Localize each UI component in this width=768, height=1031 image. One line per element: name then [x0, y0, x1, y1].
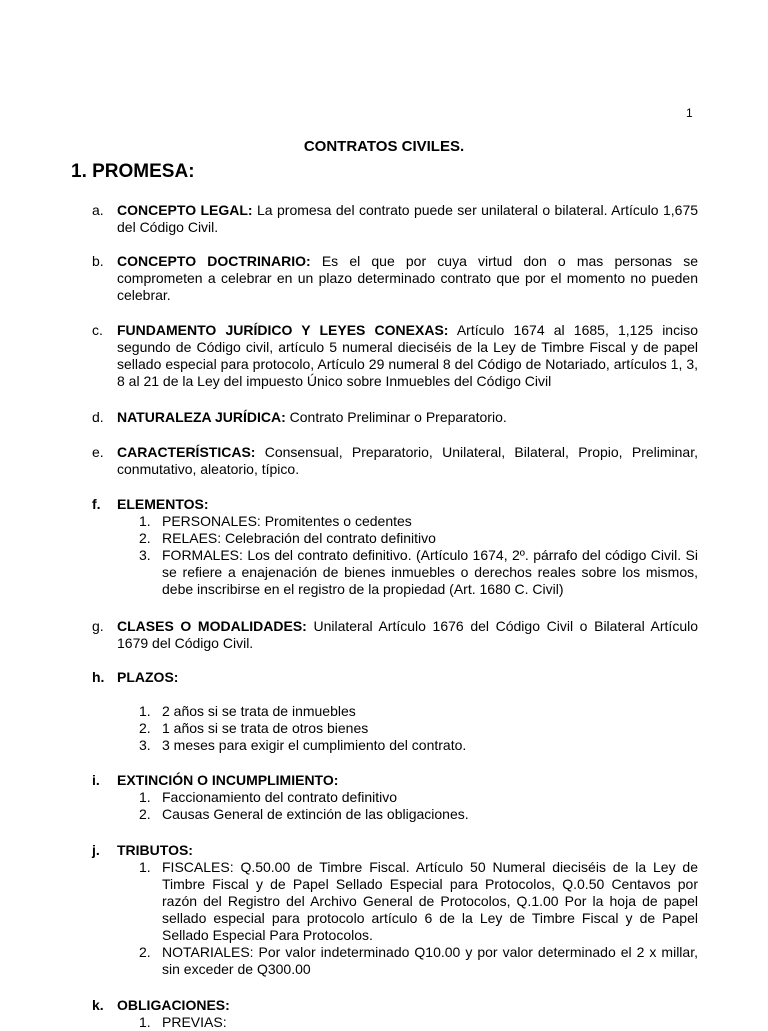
- item-marker: d.: [92, 409, 104, 425]
- sub-item-text: 1 años si se trata de otros bienes: [162, 720, 369, 736]
- list-item: [92, 669, 698, 754]
- list-item: [92, 842, 698, 978]
- sub-item: [117, 859, 698, 944]
- item-label: CONCEPTO DOCTRINARIO:: [117, 253, 311, 269]
- list-item: [92, 997, 698, 1031]
- sub-item-number: 2.: [139, 720, 151, 736]
- item-text: Contrato Preliminar o Preparatorio.: [285, 409, 507, 425]
- item-text: La promesa del contrato puede ser unilateral o bilateral. Artículo 1,675 del Código Civil.: [117, 202, 699, 235]
- sub-item-text: Causas General de extinción de las obligaciones.: [162, 806, 469, 822]
- item-label: PLAZOS:: [117, 669, 179, 685]
- sub-item-text: NOTARIALES: Por valor indeterminado Q10.00 y por valor determinado el 2 x millar, sin exceder de Q300.00: [162, 944, 698, 977]
- list-item: [92, 496, 698, 598]
- sub-item: [117, 720, 698, 737]
- sub-item-text: FORMALES: Los del contrato definitivo. (Artículo 1674, 2º. párrafo del código Civil. Si se refiere a enajenación de bienes inmuebles o derechos reales sobre los mismos, debe inscribirse en el registro de la propiedad (Art. 1680 C. Civil): [162, 547, 698, 597]
- item-marker: i.: [92, 772, 100, 788]
- sub-item-text: 3 meses para exigir el cumplimiento del contrato.: [162, 737, 467, 753]
- sub-item-number: 3.: [139, 547, 151, 563]
- sub-item-number: 1.: [139, 1014, 151, 1030]
- sub-item-text: FISCALES: Q.50.00 de Timbre Fiscal. Artículo 50 Numeral dieciséis de la Ley de Timbre Fiscal y de Papel Sellado Especial para Protocolos, Q.0.50 Centavos por razón del Registro del Archivo General de Protocolos, Q.1.00 Por la hoja de papel sellado especial para protocolo artículo 6 de la Ley de Timbre Fiscal y de Papel Sellado Especial Para Protocolos.: [162, 859, 698, 943]
- sub-item: [117, 944, 698, 978]
- item-label: CARACTERÍSTICAS:: [117, 444, 256, 460]
- sub-item: [117, 806, 698, 823]
- page-number: 1: [686, 106, 693, 120]
- sub-item-number: 2.: [139, 530, 151, 546]
- list-item: [92, 253, 698, 304]
- item-label: CLASES O MODALIDADES:: [117, 618, 307, 634]
- item-marker: a.: [92, 202, 104, 218]
- sub-item-number: 2.: [139, 944, 151, 960]
- sub-item: [117, 547, 698, 598]
- item-label: CONCEPTO LEGAL:: [117, 202, 253, 218]
- item-label: ELEMENTOS:: [117, 496, 209, 512]
- item-marker: j.: [92, 842, 100, 858]
- document-title: CONTRATOS CIVILES.: [303, 138, 465, 155]
- sub-item: [117, 703, 698, 720]
- item-label: OBLIGACIONES:: [117, 997, 230, 1013]
- item-marker: k.: [92, 997, 104, 1013]
- item-marker: g.: [92, 618, 104, 634]
- sub-item-number: 1.: [139, 513, 151, 529]
- sub-item: [117, 789, 698, 806]
- item-marker: c.: [92, 322, 103, 338]
- sub-item-number: 1.: [139, 859, 151, 875]
- item-text: Es el que por cuya virtud don o mas personas se comprometen a celebrar en un plazo determinado contrato que por el momento no pueden celebrar.: [117, 253, 698, 303]
- sub-item-text: PREVIAS:: [162, 1014, 227, 1030]
- item-label: NATURALEZA JURÍDICA:: [117, 409, 286, 425]
- list-item: [92, 618, 698, 652]
- item-label: FUNDAMENTO JURÍDICO Y LEYES CONEXAS:: [117, 322, 449, 338]
- sub-item: [117, 737, 698, 754]
- list-item: [92, 202, 698, 236]
- sub-item-number: 1.: [139, 789, 151, 805]
- item-label: EXTINCIÓN O INCUMPLIMIENTO:: [117, 772, 339, 788]
- sub-item-number: 3.: [139, 737, 151, 753]
- item-text: Consensual, Preparatorio, Unilateral, Bilateral, Propio, Preliminar, conmutativo, aleatorio, típico.: [117, 444, 698, 477]
- item-marker: f.: [92, 496, 101, 512]
- sub-item-number: 1.: [139, 703, 151, 719]
- sub-item: [117, 513, 698, 530]
- list-item: [92, 772, 698, 823]
- item-marker: b.: [92, 253, 104, 269]
- sub-item: [117, 1014, 698, 1031]
- item-marker: e.: [92, 444, 104, 460]
- item-text: Artículo 1674 al 1685, 1,125 inciso segundo de Código civil, artículo 5 numeral dieciséis de la Ley de Timbre Fiscal y de papel sellado especial para protocolo, Artículo 29 numeral 8 del Código de Notariado, artículos 1, 3, 8 al 21 de la Ley del impuesto Único sobre Inmuebles del Código Civil: [117, 322, 698, 389]
- section-title: 1. PROMESA:: [71, 161, 195, 182]
- list-item: [92, 444, 698, 478]
- item-text: Unilateral Artículo 1676 del Código Civil o Bilateral Artículo 1679 del Código Civil.: [117, 618, 698, 651]
- list-item: [92, 409, 698, 426]
- list-item: [92, 322, 698, 390]
- sub-item-text: 2 años si se trata de inmuebles: [162, 703, 356, 719]
- sub-item-text: RELAES: Celebración del contrato definitivo: [162, 530, 436, 546]
- sub-item-text: PERSONALES: Promitentes o cedentes: [162, 513, 412, 529]
- sub-item-number: 2.: [139, 806, 151, 822]
- sub-item: [117, 530, 698, 547]
- item-label: TRIBUTOS:: [117, 842, 193, 858]
- item-marker: h.: [92, 669, 105, 685]
- sub-item-text: Faccionamiento del contrato definitivo: [162, 789, 398, 805]
